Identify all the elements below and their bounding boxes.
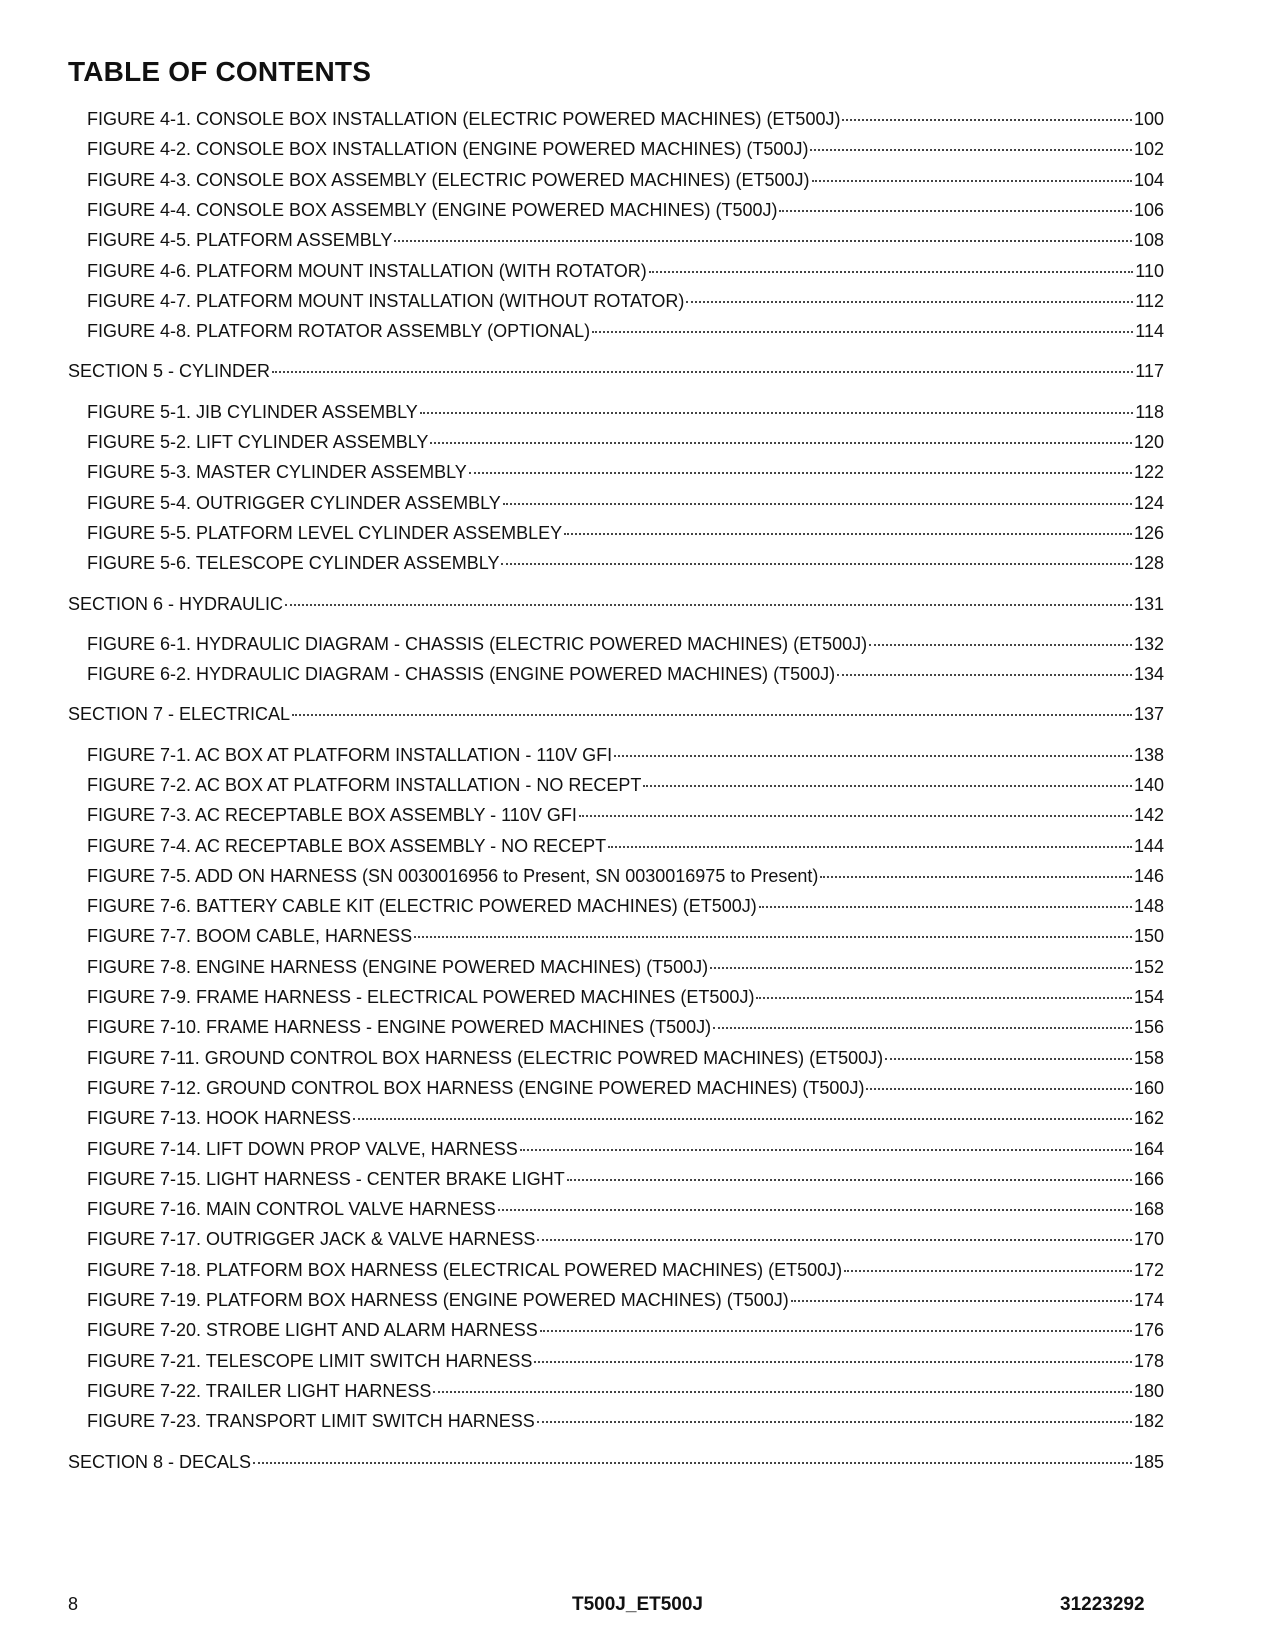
toc-entry-page: 142 bbox=[1133, 805, 1164, 825]
toc-figure-entry[interactable] bbox=[87, 1138, 1164, 1160]
toc-entry-label: SECTION 6 - HYDRAULIC bbox=[68, 594, 284, 614]
toc-entry-label: FIGURE 4-7. PLATFORM MOUNT INSTALLATION (WITHOUT ROTATOR) bbox=[87, 291, 685, 311]
toc-figure-entry[interactable] bbox=[87, 1016, 1164, 1038]
toc-entry-label: FIGURE 5-2. LIFT CYLINDER ASSEMBLY bbox=[87, 432, 429, 452]
toc-dot-leader bbox=[810, 149, 1132, 151]
toc-figure-entry[interactable] bbox=[87, 108, 1164, 130]
footer-page-number: 8 bbox=[68, 1594, 79, 1614]
toc-dot-leader bbox=[469, 472, 1132, 474]
toc-entry-label: FIGURE 7-10. FRAME HARNESS - ENGINE POWERED MACHINES (T500J) bbox=[87, 1017, 712, 1037]
toc-figure-entry[interactable] bbox=[87, 986, 1164, 1008]
toc-figure-entry[interactable] bbox=[87, 401, 1164, 423]
toc-entry-label: FIGURE 4-6. PLATFORM MOUNT INSTALLATION (WITH ROTATOR) bbox=[87, 261, 647, 281]
toc-dot-leader bbox=[503, 503, 1132, 505]
toc-entry-page: 152 bbox=[1133, 957, 1164, 977]
toc-figure-entry[interactable] bbox=[87, 169, 1164, 191]
toc-entry-page: 164 bbox=[1133, 1139, 1164, 1159]
toc-figure-entry[interactable] bbox=[87, 1350, 1164, 1372]
toc-entry-page: 104 bbox=[1133, 170, 1164, 190]
footer-doc-number: 31223292 bbox=[1060, 1594, 1145, 1615]
toc-entry-label: FIGURE 7-12. GROUND CONTROL BOX HARNESS (ENGINE POWERED MACHINES) (T500J) bbox=[87, 1078, 865, 1098]
toc-entry-page: 162 bbox=[1133, 1108, 1164, 1128]
toc-dot-leader bbox=[791, 1300, 1132, 1302]
toc-dot-leader bbox=[353, 1118, 1132, 1120]
toc-entry-page: 185 bbox=[1133, 1452, 1164, 1472]
toc-entry-label: FIGURE 7-22. TRAILER LIGHT HARNESS bbox=[87, 1381, 432, 1401]
toc-entry-label: FIGURE 6-1. HYDRAULIC DIAGRAM - CHASSIS (ELECTRIC POWERED MACHINES) (ET500J) bbox=[87, 634, 868, 654]
toc-entry-label: FIGURE 7-18. PLATFORM BOX HARNESS (ELECTRICAL POWERED MACHINES) (ET500J) bbox=[87, 1260, 843, 1280]
toc-dot-leader bbox=[430, 442, 1132, 444]
toc-dot-leader bbox=[812, 180, 1132, 182]
toc-dot-leader bbox=[592, 331, 1133, 333]
toc-entry-page: 117 bbox=[1135, 361, 1164, 381]
toc-dot-leader bbox=[414, 936, 1132, 938]
toc-entry-page: 148 bbox=[1133, 896, 1164, 916]
toc-entry-label: FIGURE 4-4. CONSOLE BOX ASSEMBLY (ENGINE POWERED MACHINES) (T500J) bbox=[87, 200, 778, 220]
toc-figure-entry[interactable] bbox=[87, 1077, 1164, 1099]
toc-entry-page: 137 bbox=[1133, 704, 1164, 724]
toc-figure-entry[interactable] bbox=[87, 865, 1164, 887]
toc-figure-entry[interactable] bbox=[87, 1047, 1164, 1069]
toc-section-entry[interactable] bbox=[68, 703, 1164, 725]
toc-entry-label: FIGURE 7-17. OUTRIGGER JACK & VALVE HARNESS bbox=[87, 1229, 536, 1249]
toc-dot-leader bbox=[608, 846, 1132, 848]
toc-entry-page: 160 bbox=[1133, 1078, 1164, 1098]
toc-figure-entry[interactable] bbox=[87, 229, 1164, 251]
toc-entry-label: FIGURE 7-20. STROBE LIGHT AND ALARM HARNESS bbox=[87, 1320, 538, 1340]
toc-entry-label: FIGURE 4-8. PLATFORM ROTATOR ASSEMBLY (OPTIONAL) bbox=[87, 321, 591, 341]
toc-dot-leader bbox=[820, 876, 1132, 878]
toc-entry-page: 112 bbox=[1135, 291, 1164, 311]
toc-entry-label: FIGURE 5-1. JIB CYLINDER ASSEMBLY bbox=[87, 402, 418, 422]
toc-entry-label: FIGURE 7-8. ENGINE HARNESS (ENGINE POWERED MACHINES) (T500J) bbox=[87, 957, 709, 977]
toc-entry-page: 126 bbox=[1133, 523, 1164, 543]
toc-dot-leader bbox=[713, 1027, 1132, 1029]
toc-dot-leader bbox=[253, 1462, 1132, 1464]
toc-entry-page: 158 bbox=[1133, 1048, 1164, 1068]
toc-figure-entry[interactable] bbox=[87, 1198, 1164, 1220]
toc-entry-label: FIGURE 7-7. BOOM CABLE, HARNESS bbox=[87, 926, 413, 946]
toc-figure-entry[interactable] bbox=[87, 835, 1164, 857]
toc-entry-page: 124 bbox=[1133, 493, 1164, 513]
toc-figure-entry[interactable] bbox=[87, 431, 1164, 453]
toc-entry-page: 118 bbox=[1135, 402, 1164, 422]
toc-dot-leader bbox=[534, 1361, 1132, 1363]
toc-figure-entry[interactable] bbox=[87, 956, 1164, 978]
toc-entry-page: 144 bbox=[1133, 836, 1164, 856]
toc-entry-label: FIGURE 7-11. GROUND CONTROL BOX HARNESS (ELECTRIC POWRED MACHINES) (ET500J) bbox=[87, 1048, 884, 1068]
toc-figure-entry[interactable] bbox=[87, 492, 1164, 514]
toc-dot-leader bbox=[686, 301, 1133, 303]
toc-entry-label: FIGURE 4-3. CONSOLE BOX ASSEMBLY (ELECTRIC POWERED MACHINES) (ET500J) bbox=[87, 170, 810, 190]
toc-entry-label: FIGURE 7-23. TRANSPORT LIMIT SWITCH HARNESS bbox=[87, 1411, 535, 1431]
toc-dot-leader bbox=[649, 271, 1134, 273]
toc-entry-page: 156 bbox=[1133, 1017, 1164, 1037]
toc-entry-page: 110 bbox=[1135, 261, 1164, 281]
toc-entry-page: 180 bbox=[1133, 1381, 1164, 1401]
toc-figure-entry[interactable] bbox=[87, 744, 1164, 766]
toc-figure-entry[interactable] bbox=[87, 663, 1164, 685]
toc-dot-leader bbox=[842, 119, 1131, 121]
toc-figure-entry[interactable] bbox=[87, 1319, 1164, 1341]
toc-entry-page: 132 bbox=[1133, 634, 1164, 654]
toc-entry-page: 182 bbox=[1133, 1411, 1164, 1431]
toc-figure-entry[interactable] bbox=[87, 1228, 1164, 1250]
toc-entry-page: 146 bbox=[1133, 866, 1164, 886]
toc-entry-label: FIGURE 7-2. AC BOX AT PLATFORM INSTALLATION - NO RECEPT bbox=[87, 775, 642, 795]
toc-dot-leader bbox=[540, 1330, 1132, 1332]
toc-dot-leader bbox=[759, 906, 1132, 908]
toc-entry-label: FIGURE 7-14. LIFT DOWN PROP VALVE, HARNESS bbox=[87, 1139, 518, 1159]
toc-dot-leader bbox=[643, 785, 1132, 787]
toc-figure-entry[interactable] bbox=[87, 1168, 1164, 1190]
toc-dot-leader bbox=[564, 533, 1132, 535]
toc-figure-entry[interactable] bbox=[87, 774, 1164, 796]
toc-entry-page: 102 bbox=[1133, 139, 1164, 159]
toc-figure-entry[interactable] bbox=[87, 552, 1164, 574]
toc-entry-label: SECTION 5 - CYLINDER bbox=[68, 361, 271, 381]
toc-dot-leader bbox=[537, 1421, 1132, 1423]
toc-figure-entry[interactable] bbox=[87, 1259, 1164, 1281]
toc-entry-label: FIGURE 4-1. CONSOLE BOX INSTALLATION (ELECTRIC POWERED MACHINES) (ET500J) bbox=[87, 109, 841, 129]
toc-entry-label: FIGURE 7-4. AC RECEPTABLE BOX ASSEMBLY - NO RECEPT bbox=[87, 836, 607, 856]
toc-dot-leader bbox=[537, 1239, 1132, 1241]
toc-figure-entry[interactable] bbox=[87, 138, 1164, 160]
toc-entry-label: FIGURE 7-5. ADD ON HARNESS (SN 0030016956 to Present, SN 0030016975 to Present) bbox=[87, 866, 819, 886]
toc-entry-page: 134 bbox=[1133, 664, 1164, 684]
toc-section-entry[interactable] bbox=[68, 1451, 1164, 1473]
toc-dot-leader bbox=[866, 1088, 1132, 1090]
toc-entry-page: 170 bbox=[1133, 1229, 1164, 1249]
toc-entry-label: FIGURE 7-9. FRAME HARNESS - ELECTRICAL POWERED MACHINES (ET500J) bbox=[87, 987, 755, 1007]
toc-entry-label: SECTION 8 - DECALS bbox=[68, 1452, 252, 1472]
toc-dot-leader bbox=[272, 371, 1133, 373]
toc-figure-entry[interactable] bbox=[87, 925, 1164, 947]
toc-entry-page: 138 bbox=[1133, 745, 1164, 765]
toc-entry-label: FIGURE 7-21. TELESCOPE LIMIT SWITCH HARNESS bbox=[87, 1351, 533, 1371]
toc-entry-label: FIGURE 7-19. PLATFORM BOX HARNESS (ENGINE POWERED MACHINES) (T500J) bbox=[87, 1290, 789, 1310]
toc-entry-page: 131 bbox=[1133, 594, 1164, 614]
toc-entry-page: 114 bbox=[1135, 321, 1164, 341]
toc-dot-leader bbox=[285, 604, 1132, 606]
toc-dot-leader bbox=[756, 997, 1132, 999]
footer-model: T500J_ET500J bbox=[572, 1594, 703, 1615]
toc-dot-leader bbox=[420, 412, 1134, 414]
toc-entry-label: FIGURE 7-16. MAIN CONTROL VALVE HARNESS bbox=[87, 1199, 496, 1219]
toc-entry-label: FIGURE 7-15. LIGHT HARNESS - CENTER BRAKE LIGHT bbox=[87, 1169, 565, 1189]
toc-figure-entry[interactable] bbox=[87, 1380, 1164, 1402]
toc-entry-label: FIGURE 7-6. BATTERY CABLE KIT (ELECTRIC POWERED MACHINES) (ET500J) bbox=[87, 896, 757, 916]
toc-entry-label: FIGURE 5-4. OUTRIGGER CYLINDER ASSEMBLY bbox=[87, 493, 501, 513]
toc-dot-leader bbox=[579, 815, 1132, 817]
toc-dot-leader bbox=[885, 1058, 1132, 1060]
toc-entry-page: 128 bbox=[1133, 553, 1164, 573]
toc-entry-page: 150 bbox=[1133, 926, 1164, 946]
toc-dot-leader bbox=[394, 240, 1132, 242]
toc-section-entry[interactable] bbox=[68, 593, 1164, 615]
toc-entry-label: FIGURE 6-2. HYDRAULIC DIAGRAM - CHASSIS (ENGINE POWERED MACHINES) (T500J) bbox=[87, 664, 836, 684]
page-title: TABLE OF CONTENTS bbox=[68, 56, 372, 87]
toc-entry-page: 108 bbox=[1133, 230, 1164, 250]
toc-entry-page: 122 bbox=[1133, 462, 1164, 482]
toc-entry-page: 166 bbox=[1133, 1169, 1164, 1189]
toc-figure-entry[interactable] bbox=[87, 260, 1164, 282]
toc-figure-entry[interactable] bbox=[87, 522, 1164, 544]
toc-figure-entry[interactable] bbox=[87, 804, 1164, 826]
toc-figure-entry[interactable] bbox=[87, 1410, 1164, 1432]
toc-entry-label: FIGURE 7-3. AC RECEPTABLE BOX ASSEMBLY - 110V GFI bbox=[87, 805, 577, 825]
toc-dot-leader bbox=[520, 1149, 1132, 1151]
toc-figure-entry[interactable] bbox=[87, 199, 1164, 221]
toc-entry-page: 100 bbox=[1133, 109, 1164, 129]
toc-entry-label: FIGURE 5-6. TELESCOPE CYLINDER ASSEMBLY bbox=[87, 553, 500, 573]
toc-entry-page: 172 bbox=[1133, 1260, 1164, 1280]
toc-dot-leader bbox=[837, 674, 1132, 676]
toc-dot-leader bbox=[844, 1270, 1132, 1272]
toc-entry-label: FIGURE 7-1. AC BOX AT PLATFORM INSTALLATION - 110V GFI bbox=[87, 745, 613, 765]
toc-entry-page: 154 bbox=[1133, 987, 1164, 1007]
toc-entry-label: FIGURE 4-2. CONSOLE BOX INSTALLATION (ENGINE POWERED MACHINES) (T500J) bbox=[87, 139, 809, 159]
toc-entry-page: 168 bbox=[1133, 1199, 1164, 1219]
toc-figure-entry[interactable] bbox=[87, 461, 1164, 483]
toc-dot-leader bbox=[292, 714, 1132, 716]
toc-entry-label: FIGURE 4-5. PLATFORM ASSEMBLY bbox=[87, 230, 393, 250]
toc-figure-entry[interactable] bbox=[87, 290, 1164, 312]
toc-entry-page: 106 bbox=[1133, 200, 1164, 220]
toc-entry-label: FIGURE 7-13. HOOK HARNESS bbox=[87, 1108, 352, 1128]
toc-figure-entry[interactable] bbox=[87, 320, 1164, 342]
toc-dot-leader bbox=[498, 1209, 1132, 1211]
toc-dot-leader bbox=[433, 1391, 1132, 1393]
toc-dot-leader bbox=[779, 210, 1131, 212]
toc-entry-page: 174 bbox=[1133, 1290, 1164, 1310]
toc-section-entry[interactable] bbox=[68, 360, 1164, 382]
toc-figure-entry[interactable] bbox=[87, 895, 1164, 917]
toc-dot-leader bbox=[869, 644, 1132, 646]
toc-entry-page: 176 bbox=[1133, 1320, 1164, 1340]
toc-dot-leader bbox=[710, 967, 1132, 969]
toc-dot-leader bbox=[567, 1179, 1132, 1181]
toc-entry-page: 120 bbox=[1133, 432, 1164, 452]
toc-dot-leader bbox=[614, 755, 1132, 757]
toc-entry-page: 140 bbox=[1133, 775, 1164, 795]
toc-entry-label: SECTION 7 - ELECTRICAL bbox=[68, 704, 291, 724]
toc-entry-label: FIGURE 5-5. PLATFORM LEVEL CYLINDER ASSEMBLEY bbox=[87, 523, 563, 543]
toc-entry-label: FIGURE 5-3. MASTER CYLINDER ASSEMBLY bbox=[87, 462, 467, 482]
toc-dot-leader bbox=[501, 563, 1131, 565]
toc-figure-entry[interactable] bbox=[87, 1289, 1164, 1311]
toc-figure-entry[interactable] bbox=[87, 1107, 1164, 1129]
toc-entry-page: 178 bbox=[1133, 1351, 1164, 1371]
toc-figure-entry[interactable] bbox=[87, 633, 1164, 655]
